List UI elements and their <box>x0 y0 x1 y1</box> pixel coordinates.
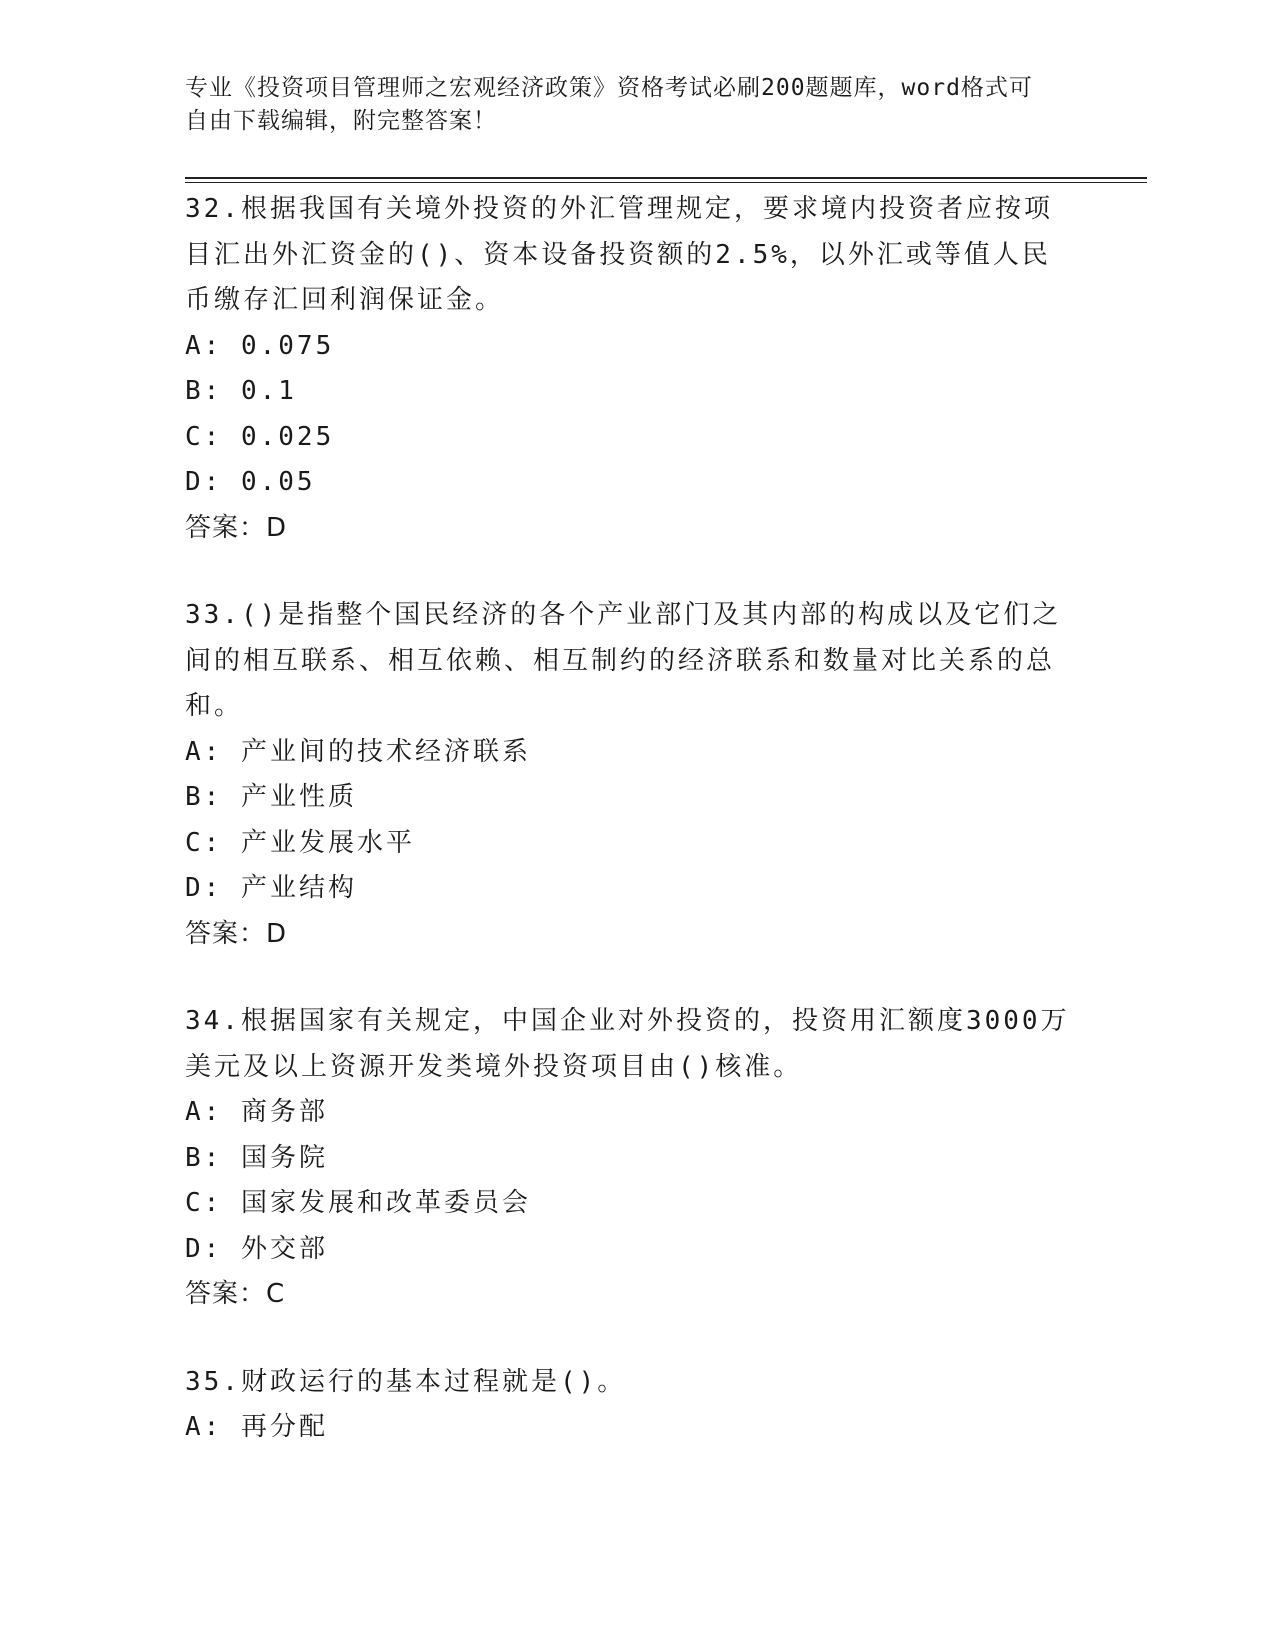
option-letter: C: <box>185 421 223 452</box>
question-stem: 33.()是指整个国民经济的各个产业部门及其内部的构成以及它们之间的相互联系、相互依赖、相互制约的经济联系和数量对比关系的总和。 <box>185 600 1062 721</box>
option-b <box>185 775 1075 821</box>
option-c <box>185 415 1075 461</box>
question-35 <box>185 1360 1075 1451</box>
option-text: 产业结构 <box>240 873 357 903</box>
option-text: 产业间的技术经济联系 <box>240 736 531 767</box>
option-letter: D: <box>185 873 223 903</box>
question-stem: 35.财政运行的基本过程就是()。 <box>185 1366 627 1397</box>
option-letter: C: <box>185 827 223 858</box>
option-letter: A: <box>185 736 223 767</box>
option-text: 0.025 <box>240 421 335 452</box>
option-letter: D: <box>185 467 223 497</box>
question-list <box>185 187 1075 1493</box>
option-letter: D: <box>185 1233 223 1264</box>
option-text: 0.075 <box>240 330 335 361</box>
option-d <box>185 460 1075 506</box>
option-text: 0.1 <box>240 376 297 406</box>
option-a <box>185 730 1075 776</box>
option-d <box>185 866 1075 912</box>
question-33 <box>185 593 1075 957</box>
option-letter: B: <box>185 376 223 406</box>
option-d <box>185 1227 1075 1273</box>
option-c <box>185 821 1075 867</box>
option-text: 产业性质 <box>240 782 357 812</box>
header-divider-thick <box>185 177 1147 179</box>
header-divider-thin <box>185 182 1147 183</box>
header-title-line-1: 专业《投资项目管理师之宏观经济政策》资格考试必刷200题题库，word格式可 <box>185 75 1033 101</box>
question-stem: 34.根据国家有关规定，中国企业对外投资的，投资用汇额度3000万美元及以上资源开发类境外投资项目由()核准。 <box>185 1006 1070 1082</box>
header-title-line-2: 自由下载编辑，附完整答案！ <box>185 108 497 134</box>
option-letter: A: <box>185 330 223 361</box>
option-a <box>185 1090 1075 1136</box>
option-c <box>185 1181 1075 1227</box>
option-a <box>185 324 1075 370</box>
option-text: 国家发展和改革委员会 <box>240 1188 531 1218</box>
question-34 <box>185 999 1075 1318</box>
option-letter: A: <box>185 1097 223 1127</box>
option-text: 国务院 <box>240 1142 328 1173</box>
option-text: 外交部 <box>240 1233 328 1264</box>
option-letter: A: <box>185 1412 223 1442</box>
option-text: 商务部 <box>240 1097 328 1127</box>
answer-key: 答案：D <box>185 918 288 949</box>
option-text: 产业发展水平 <box>240 827 415 858</box>
option-text: 再分配 <box>240 1412 328 1442</box>
option-letter: C: <box>185 1188 223 1218</box>
option-b <box>185 369 1075 415</box>
option-letter: B: <box>185 782 223 812</box>
document-header <box>185 72 1065 138</box>
answer-key: 答案：C <box>185 1279 286 1309</box>
option-letter: B: <box>185 1142 223 1173</box>
option-a <box>185 1405 1075 1451</box>
question-32 <box>185 187 1075 551</box>
option-b <box>185 1136 1075 1182</box>
answer-key: 答案：D <box>185 512 288 543</box>
option-text: 0.05 <box>240 467 316 497</box>
question-stem: 32.根据我国有关境外投资的外汇管理规定，要求境内投资者应按项目汇出外汇资金的()、资本设备投资额的2.5%，以外汇或等值人民币缴存汇回利润保证金。 <box>185 194 1053 315</box>
